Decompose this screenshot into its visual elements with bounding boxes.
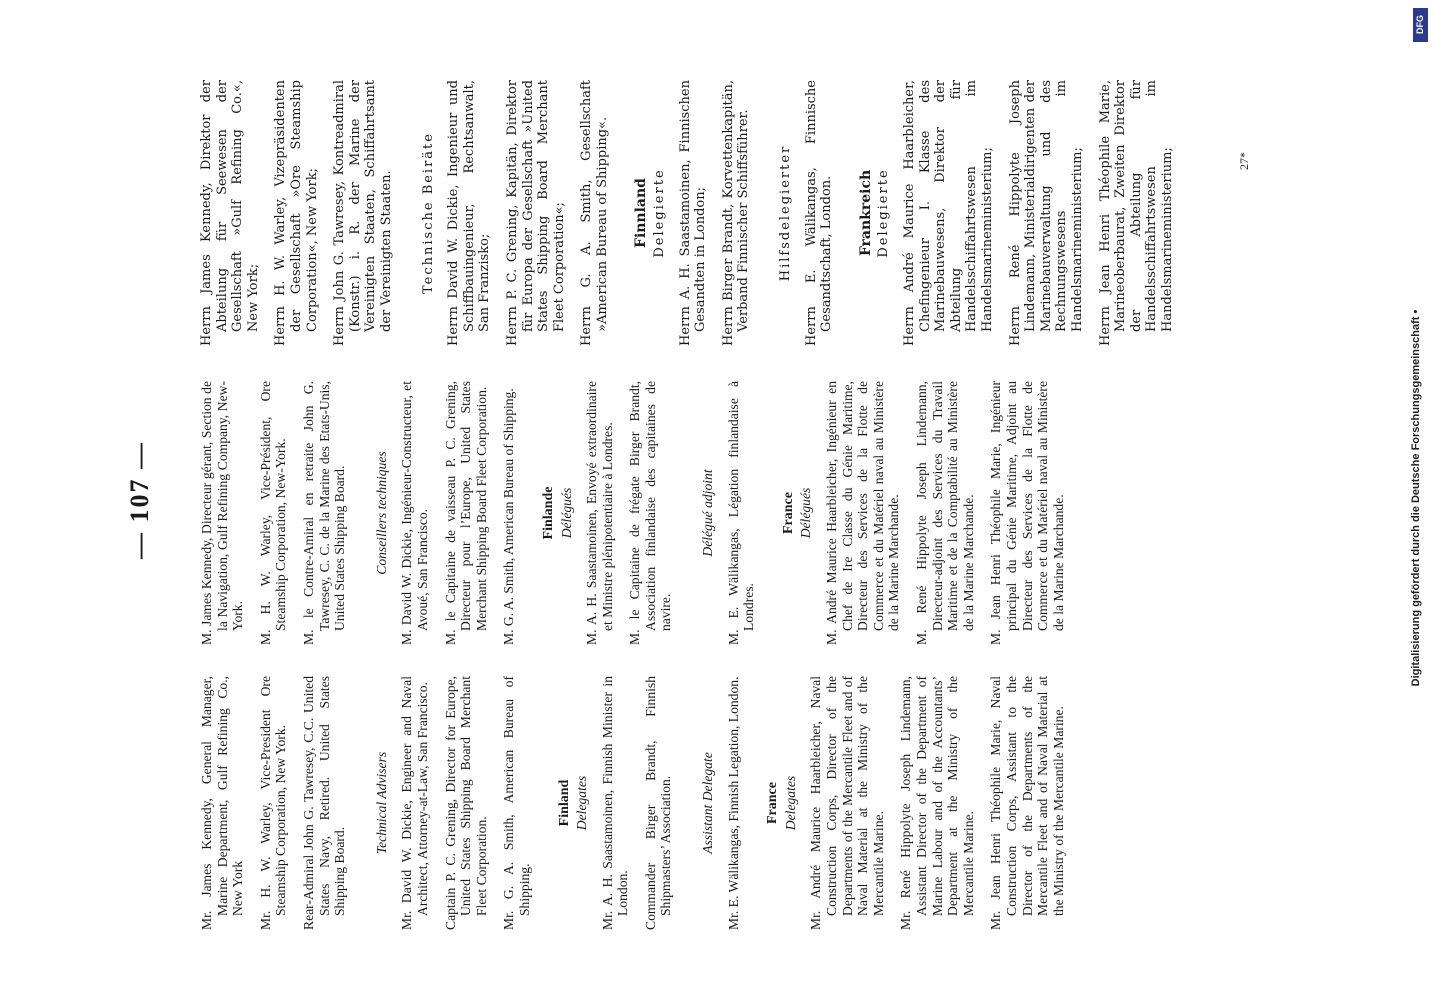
english-entry-smith: Mr. G. A. Smith, American Bureau of Shipping. [501,676,532,930]
german-heading-technical-advisers: Technische Beiräte [420,132,436,294]
german-heading-france: Frankreich [857,169,874,257]
french-heading-france: France [780,492,796,534]
english-heading-finland-delegates: Delegates [574,775,590,831]
french-entry-warley: M. H. W. Warley, Vice-Président, Ore Steamship Corporation, New-York. [257,381,289,645]
german-entry-warley: Herrn H. W. Warley, Vizepräsidenten der Gesellschaft »Ore Steamship Corporation«, New York; [273,80,320,346]
digitization-sidebar [1394,0,1434,1000]
german-entry-haarbleicher: Herrn André Maurice Haarbleicher, Chefingenieur I. Klasse des Marinebauwesens, Direktor der Abteilung für Handelsschiffahrtswesen im Handelsmarineministerium; [902,80,995,346]
french-heading-finland: Finlande [540,486,556,540]
german-entry-lindemann: Herrn René Hippolyte Joseph Lindemann, Ministerialdirigenten der Marinebauverwaltung und des Rechnungswesens im Handelsmarineministerium; [1007,80,1085,346]
english-heading-technical-advisers: Technical Advisers [373,751,389,855]
english-entry-grening: Captain P. C. Grening, Director for Europe, United States Shipping Board Merchant Fleet Corporation. [442,676,489,930]
rotated-page-content [117,50,1317,950]
english-entry-marie: Mr. Jean Henri Théophile Marie, Naval Construction Corps, Assistant to the Director of the Departments of the Mercantile Fleet and of Naval Material at the Ministry of the Mercantile Marine. [988,676,1066,930]
english-entry-saastamoinen: Mr. A. H. Saastamoinen, Finnish Minister in London. [599,676,631,930]
english-heading-assistant-delegate: Assistant Delegate [700,752,716,854]
english-column [199,676,1078,930]
digitization-credit: Digitalisierung gefördert durch die Deutsche Forschungsgemeinschaft • [1410,309,1422,687]
page-number-header: — 107 — [125,441,154,559]
english-entry-kennedy: Mr. James Kennedy, General Manager, Marine Department, Gulf Refining Co., New York [199,676,246,930]
french-entry-haarbleicher: M. André Maurice Haarbleicher, Ingénieur en Chef de Ire Classe du Génie Maritime, Directeur des Services de la Flotte de Commerce et du Matériel naval au Ministère de la Marine Marchande. [824,381,902,645]
french-entry-tawresey: M. le Contre-Amiral en retraite John G. Tawresey, C. C. de la Marine des Etats-Unis, United States Shipping Board. [300,381,348,645]
french-heading-finland-delegates: Délégués [558,487,574,539]
german-entry-kennedy: Herrn James Kennedy, Direktor der Abteilung für Seewesen der Gesellschaft »Gulf Refining Co.«, New York; [199,80,261,346]
french-heading-assistant-delegate: Délégué adjoint [700,469,716,557]
french-entry-walikangas: M. E. Wälikangas, Légation finlandaise à Londres. [725,381,757,645]
english-entry-walikangas: Mr. E. Wälikangas, Finnish Legation, London. [725,676,741,930]
english-heading-finland: Finland [556,779,572,827]
french-entry-dickie: M. David W. Dickie, Ingénieur-Constructeur, et Avoué, San Francisco. [399,381,430,645]
french-entry-smith: M. G. A. Smith, American Bureau of Shipping. [501,388,517,645]
english-entry-haarbleicher: Mr. André Maurice Haarbleicher, Naval Construction Corps, Director of the Departments of the Mercantile Fleet and of Naval Material at the Ministry of the Mercantile Marine. [808,676,886,930]
german-heading-assistant-delegate: Hilfsdelegierter [778,144,794,282]
french-entry-brandt: M. le Capitaine de frégate Birger Brandt, Association finlandaise des capitaines de navire. [627,381,674,645]
german-entry-dickie: Herrn David W. Dickie, Ingenieur und Schiffbauingenieur, Rechtsanwalt, San Franzisko; [446,80,493,346]
french-heading-france-delegates: Délégués [798,487,814,539]
german-entry-grening: Herrn P. C. Grening, Kapitän, Direktor für Europa der Gesellschaft »United States Shipping Board Merchant Fleet Corporation«; [504,80,567,346]
english-entry-warley: Mr. H. W. Warley, Vice-President Ore Steamship Corporation, New York. [257,676,289,930]
german-entry-tawresey: Herrn John G. Tawresey, Kontreadmiral (Konstr.) i. R. der Marine der Vereinigten Staaten, Schiffahrtsamt der Vereinigten Staaten. [332,80,394,346]
signature-mark: 27* [1237,152,1251,170]
german-entry-saastamoinen: Herrn A. H. Saastamoinen, Finnischen Gesandten in London; [677,80,709,346]
english-entry-tawresey: Rear-Admiral John G. Tawresey, C.C. United States Navy, Retired. United States Shipping Board. [300,676,348,930]
german-column [199,80,1188,346]
german-heading-finland: Finnland [633,178,650,248]
german-entry-walikangas: Herrn E. Wälikangas, Finnische Gesandtschaft, London. [803,80,835,346]
german-heading-france-delegates: Delegierte [876,168,892,258]
german-entry-marie: Herrn Jean Henri Théophile Marie, Marineoberbaurat, Zweiten Direktor der Abteilung für Handelsschiffahrtswesen im Handelsmarineministerium; [1097,80,1175,346]
english-entry-brandt: Commander Birger Brandt, Finnish Shipmasters’ Association. [642,676,674,930]
french-entry-grening: M. le Capitaine de vaisseau P. C. Grening, Directeur pour l’Europe, United States Merchant Shipping Board Fleet Corporation. [442,381,489,645]
french-entry-marie: M. Jean Henri Théophile Marie, Ingénieur principal du Génie Maritime, Adjoint au Directeur des Services de la Flotte de Commerce et du Matériel naval au Ministère de la Marine Marchande. [988,381,1066,645]
french-heading-technical-advisers: Conseillers techniques [373,451,389,575]
german-entry-smith: Herrn G. A. Smith, Gesellschaft »American Bureau of Shipping«. [579,80,610,346]
english-heading-france-delegates: Delegates [782,775,798,831]
english-entry-dickie: Mr. David W. Dickie, Engineer and Naval Architect, Attorney-at-Law, San Francisco. [399,676,430,930]
english-entry-lindemann: Mr. René Hippolyte Joseph Lindemann, Assistant Director of the Department of Marine Labour and of the Accountants’ Department at the Ministry of the Mercantile Marine. [898,676,976,930]
german-heading-finland-delegates: Delegierte [652,168,668,258]
french-column [199,381,1078,645]
french-entry-lindemann: M. René Hippolyte Joseph Lindemann, Directeur-adjoint des Services du Travail Maritime et de la Comptabilité au Ministère de la Marine Marchande. [914,381,976,645]
english-heading-france: France [765,782,781,824]
german-entry-brandt: Herrn Birger Brandt, Korvettenkapitän, Verband Finnischer Schiffsführer. [720,80,752,346]
french-entry-saastamoinen: M. A. H. Saastamoinen, Envoyé extraordinaire et Ministre plénipotentiaire à Londres. [584,381,615,645]
dfg-logo: DFG [1413,8,1428,42]
french-entry-kennedy: M. James Kennedy, Directeur gérant, Section de la Navigation, Gulf Refining Company, New-York. [199,381,246,645]
